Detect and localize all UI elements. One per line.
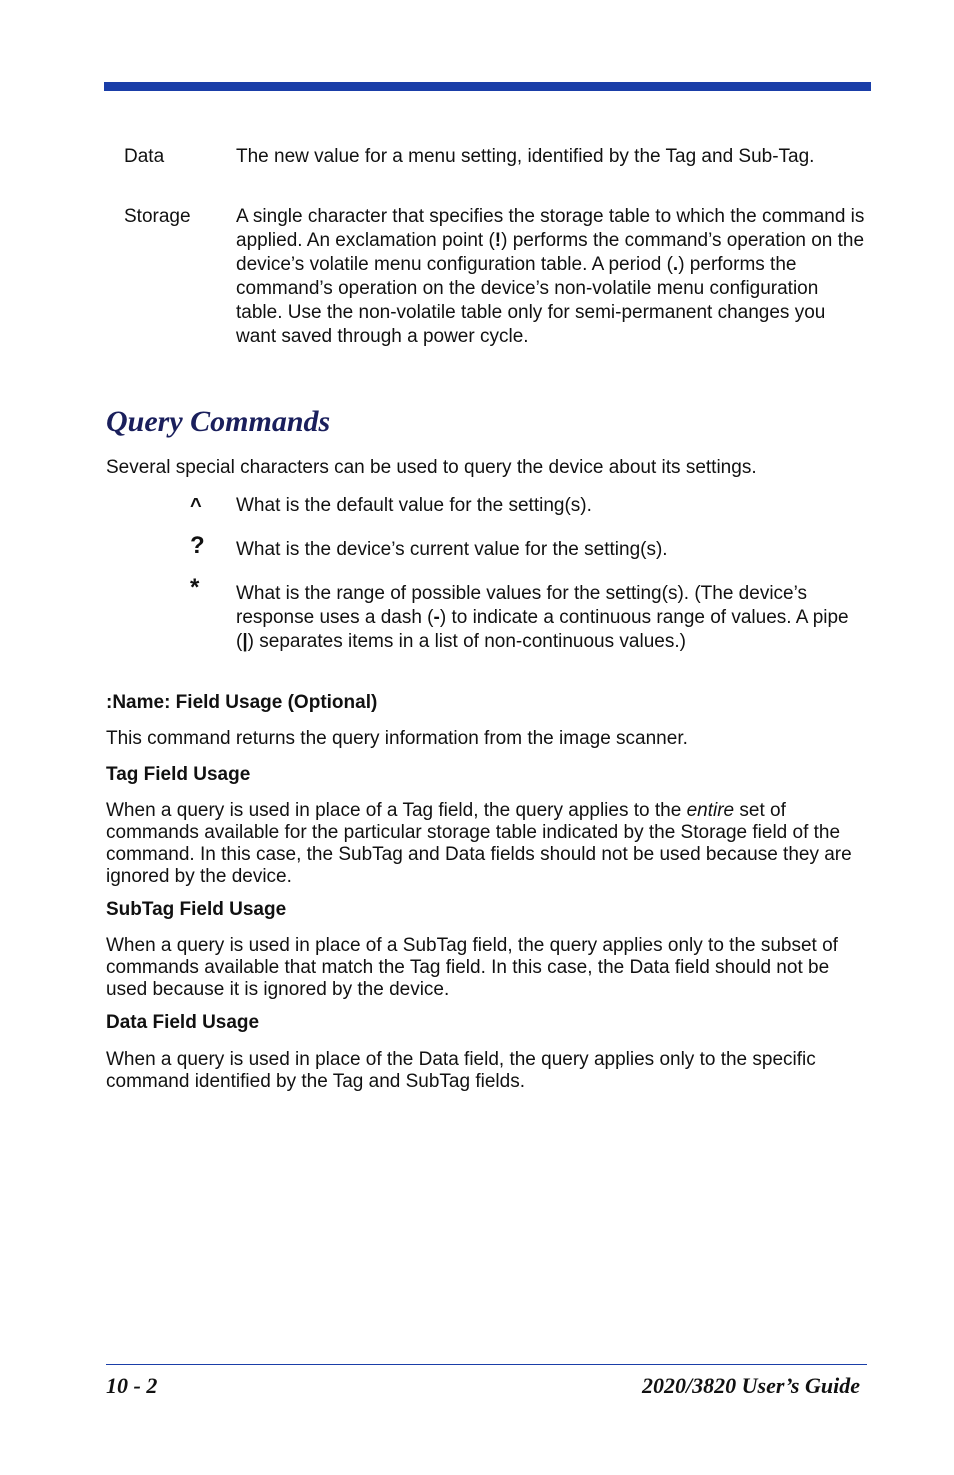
question-symbol: ? [190, 532, 205, 559]
text-run: ) performs the command’s operation on the device’s non-volatile menu configuration table. Use the non-volatile table only for semi-permanent changes you want saved through a power cycle. [236, 254, 826, 347]
asterisk-symbol: * [190, 574, 200, 601]
text-run: A single character that specifies the storage table to which the command is applied. An exclamation point ( [236, 206, 865, 251]
section-title: Query Commands [106, 405, 331, 438]
dash-symbol: - [433, 607, 440, 628]
text-run: ) to indicate a continuous range of values. A pipe ( [236, 607, 849, 652]
text-run: What is the range of possible values for the setting(s). (The device’s response uses a dash ( [236, 583, 807, 628]
query-intro: Several special characters can be used to query the device about its settings. [106, 457, 757, 478]
guide-title: 2020/3820 User’s Guide [642, 1373, 860, 1398]
caret-symbol: ^ [190, 495, 202, 517]
query-item-text: What is the device’s current value for the setting(s). [236, 539, 668, 560]
subtag-usage-heading: SubTag Field Usage [106, 899, 287, 920]
text-run: When a query is used in place of a Tag field, the query applies to the [106, 800, 687, 821]
definition-term: Storage [124, 206, 191, 227]
text-run: ) separates items in a list of non-continuous values.) [247, 631, 686, 652]
page-number: 10 - 2 [106, 1373, 158, 1398]
period-symbol: . [672, 254, 679, 275]
query-item-text [236, 582, 861, 654]
data-usage-heading: Data Field Usage [106, 1012, 260, 1033]
text-run: ) performs the command’s operation on the device’s volatile menu configuration table. A period ( [236, 230, 865, 275]
data-usage-body: When a query is used in place of the Data field, the query applies only to the specific command identified by the Tag and SubTag fields. [106, 1049, 816, 1092]
name-usage-body: This command returns the query information from the image scanner. [106, 728, 688, 749]
tag-usage-body [106, 800, 866, 888]
pipe-symbol: | [242, 631, 248, 652]
definition-description: The new value for a menu setting, identified by the Tag and Sub-Tag. [236, 146, 815, 167]
subtag-usage-body: When a query is used in place of a SubTag field, the query applies only to the subset of commands available that match the Tag field. In this case, the Data field should not be used because it is ignored by the device. [106, 935, 838, 1000]
definition-term: Data [124, 146, 165, 167]
definition-description [236, 205, 866, 349]
emphasis-text: entire [686, 800, 735, 821]
header-rule [104, 82, 871, 91]
name-usage-heading: :Name: Field Usage (Optional) [106, 692, 378, 713]
tag-usage-heading: Tag Field Usage [106, 764, 251, 785]
footer-rule [106, 1364, 867, 1365]
text-run: set of commands available for the particular storage table indicated by the Storage field of the command. In this case, the SubTag and Data fields should not be used because they are ignored by the device. [106, 800, 852, 887]
exclamation-symbol: ! [494, 230, 502, 251]
query-item-text: What is the default value for the setting(s). [236, 495, 592, 516]
